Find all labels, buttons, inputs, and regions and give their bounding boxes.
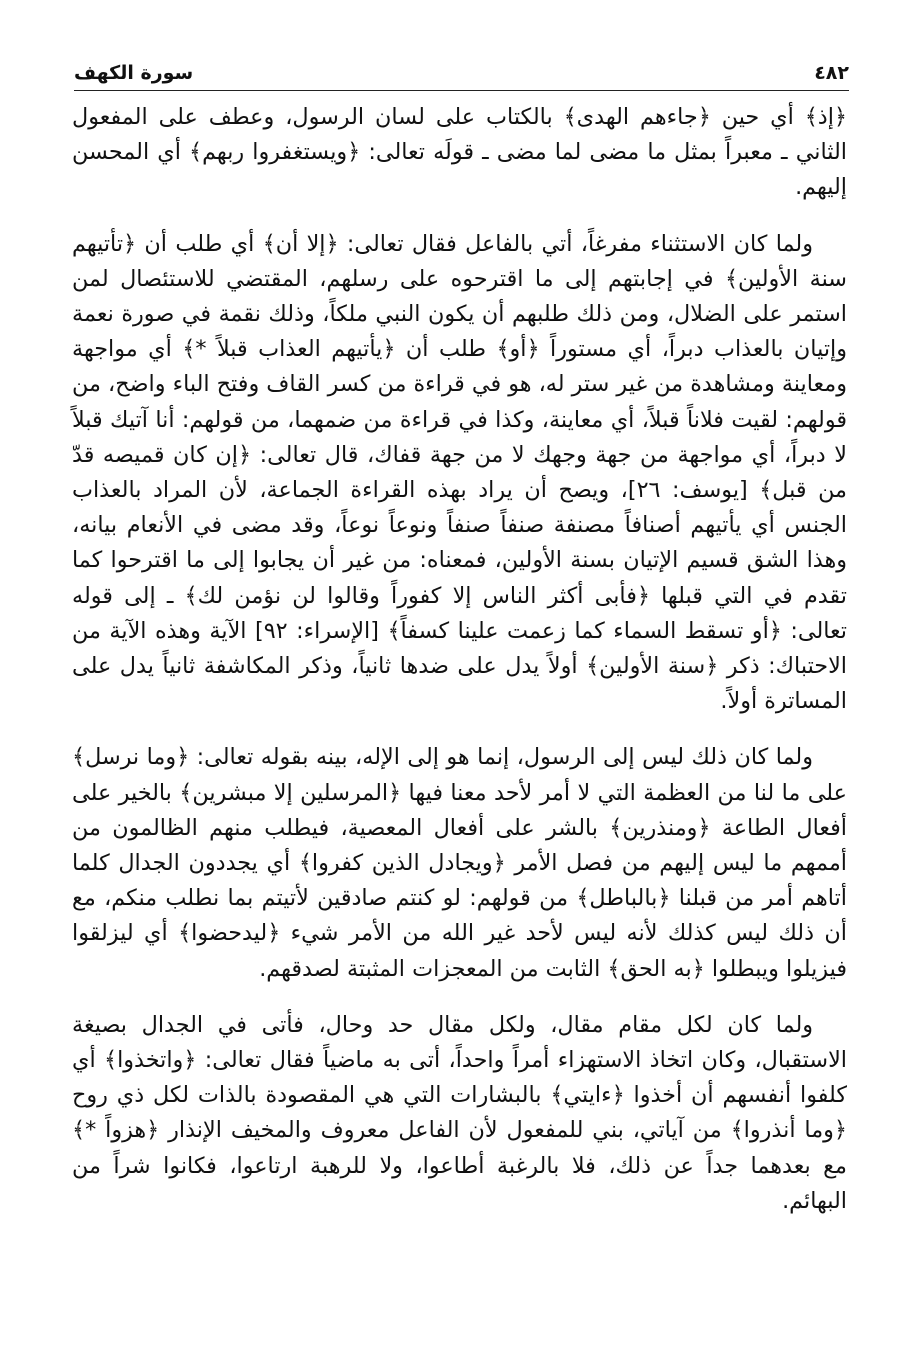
paragraph: ولما كان لكل مقام مقال، ولكل مقال حد وحال، فأتى في الجدال بصيغة الاستقبال، وكان اتخاذ الاستهزاء أمراً واحداً، أتى به ماضياً فقال تعالى: ﴿واتخذوا﴾ أي كلفوا أنفسهم أن أخذوا ﴿ءايتي﴾ بالبشارات التي هي المقصودة بالذات لكل ذي روح ﴿وما أنذروا﴾ من آياتي، بني للمفعول لأن الفاعل معروف والمخيف الإنذار ﴿هزواً *﴾ مع بعدهما جداً عن ذلك، فلا بالرغبة أطاعوا، ولا للرهبة ارتاعوا، فكانوا شراً من البهائم. xyxy=(72,1011,847,1214)
page-number: ٤٨٢ xyxy=(814,62,849,84)
paragraph: ﴿إذ﴾ أي حين ﴿جاءهم الهدى﴾ بالكتاب على لسان الرسول، وعطف على المفعول الثاني ـ معبراً بمثل ما مضى لما مضى ـ قولَه تعالى: ﴿ويستغفروا ربهم﴾ أي المحسن إليهم. xyxy=(72,104,847,201)
paragraph: ولما كان الاستثناء مفرغاً، أتي بالفاعل فقال تعالى: ﴿إلا أن﴾ أي طلب أن ﴿تأتيهم سنة الأولين﴾ في إجابتهم إلى ما اقترحوه على رسلهم، المقتضي للاستئصال لمن استمر على الضلال، ومن ذلك طلبهم أن يكون النبي ملكاً، وذلك نقمة في صورة نعمة وإتيان بالعذاب دبراً، أي مستوراً ﴿أو﴾ طلب أن ﴿يأتيهم العذاب قبلاً *﴾ أي مواجهة ومعاينة ومشاهدة من غير ستر له، هو في قراءة من كسر القاف وفتح الباء واضح، من قولهم: لقيت فلاناً قبلاً، أي معاينة، وكذا في قراءة من ضمهما، من قولهم: أنا آتيك قبلاً لا دبراً، أي مواجهة من جهة وجهك لا من جهة قفاك، قال تعالى: ﴿إن كان قميصه قدّ من قبل﴾ [يوسف: ٢٦]، ويصح أن يراد بهذه القراءة الجماعة، لأن المراد بالعذاب الجنس أي يأتيهم أصنافاً مصنفة صنفاً صنفاً ونوعاً نوعاً، وقد مضى في الأنعام بيانه، وهذا الشق قسيم الإتيان بسنة الأولين، فمعناه: من غير أن يجابوا إلى ما اقترحوا كما تقدم في التي قبلها ﴿فأبى أكثر الناس إلا كفوراً وقالوا لن نؤمن لك﴾ ـ إلى قوله تعالى: ﴿أو تسقط السماء كما زعمت علينا كسفاً﴾ [الإسراء: ٩٢] الآية وهذه الآية من الاحتباك: ذكر ﴿سنة الأولين﴾ أولاً يدل على ضدها ثانياً، وذكر المكاشفة ثانياً يدل على المساترة أولاً. xyxy=(72,230,847,715)
surah-title: سورة الكهف xyxy=(74,62,194,84)
page-body xyxy=(72,100,847,1219)
paragraph: ولما كان ذلك ليس إلى الرسول، إنما هو إلى الإله، بينه بقوله تعالى: ﴿وما نرسل﴾ على ما لنا من العظمة التي لا أمر لأحد معنا فيها ﴿المرسلين إلا مبشرين﴾ بالخير على أفعال الطاعة ﴿ومنذرين﴾ بالشر على أفعال المعصية، فيطلب منهم الظالمون من أممهم ما ليس إليهم من فصل الأمر ﴿ويجادل الذين كفروا﴾ أي يجددون الجدال كلما أتاهم أمر من قبلنا ﴿بالباطل﴾ من قولهم: لو كنتم صادقين لأتيتم بما نطلب منكم، مع أن ذلك ليس كذلك لأنه ليس لأحد غير الله من الأمر شيء ﴿ليدحضوا﴾ أي ليزلقوا فيزيلوا ويبطلوا ﴿به الحق﴾ الثابت من المعجزات المثبتة لصدقهم. xyxy=(72,744,847,982)
page-header xyxy=(74,56,849,91)
